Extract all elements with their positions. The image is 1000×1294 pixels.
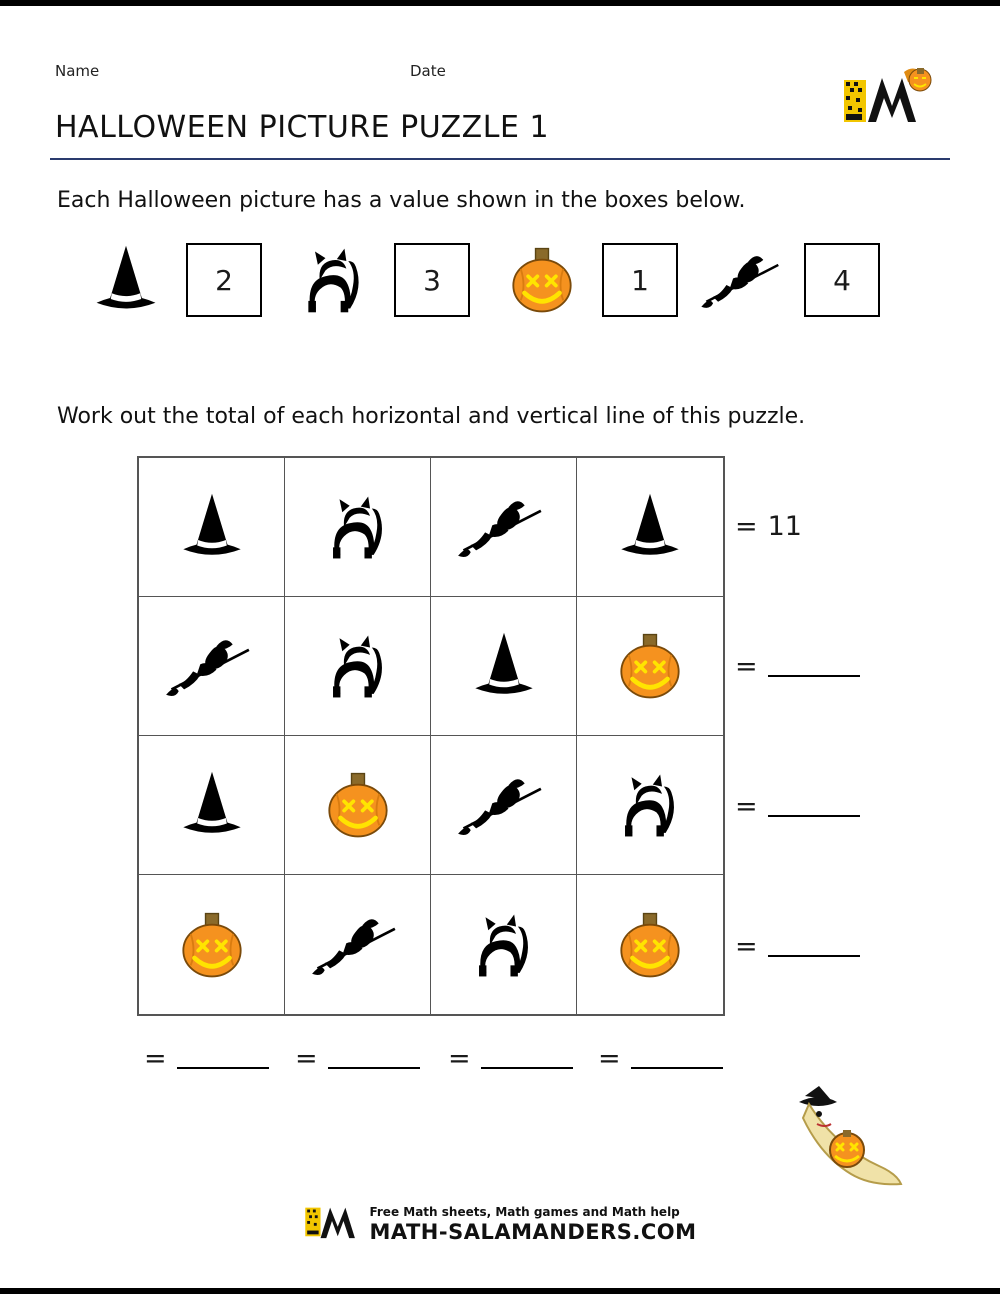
name-date-row: [55, 62, 915, 84]
equals-sign: =: [735, 930, 758, 962]
row-total-blank-3[interactable]: [768, 795, 860, 817]
footer-tagline: Free Math sheets, Math games and Math help: [369, 1204, 680, 1219]
title-divider: [50, 158, 950, 160]
column-total-blank-4[interactable]: [631, 1047, 723, 1069]
equals-sign: =: [735, 790, 758, 822]
grid-cell: [577, 458, 723, 597]
grid-cell: [285, 875, 431, 1014]
row-total-value-1[interactable]: 11: [767, 510, 802, 542]
row-total-3: [735, 786, 925, 826]
equals-sign: =: [448, 1042, 471, 1074]
math-salamanders-logo-icon: [842, 66, 938, 130]
key-item-pumpkin: [496, 234, 678, 326]
grid-cell: [431, 875, 577, 1014]
row-total-2: [735, 646, 925, 686]
footer: [0, 1200, 1000, 1246]
column-total-3: [448, 1038, 598, 1078]
row-total-blank-2[interactable]: [768, 655, 860, 677]
equals-sign: =: [144, 1042, 167, 1074]
witch-on-broom-icon: [698, 236, 790, 324]
equals-sign: =: [598, 1042, 621, 1074]
equals-sign: =: [735, 510, 758, 542]
key-value-box-witch: 4: [804, 243, 880, 317]
puzzle-grid: [137, 456, 725, 1016]
column-total-blank-2[interactable]: [328, 1047, 420, 1069]
equals-sign: =: [735, 650, 758, 682]
row-total-blank-4[interactable]: [768, 935, 860, 957]
grid-cell: [577, 736, 723, 875]
witch-hat-icon: [80, 236, 172, 324]
equals-sign: =: [295, 1042, 318, 1074]
key-value-box-pumpkin: 1: [602, 243, 678, 317]
grid-cell: [577, 875, 723, 1014]
grid-cell: [431, 597, 577, 736]
key-value-box-cat: 3: [394, 243, 470, 317]
key-value-box-hat: 2: [186, 243, 262, 317]
value-key-strip: [80, 234, 920, 326]
grid-cell: [139, 597, 285, 736]
grid-cell: [139, 875, 285, 1014]
grid-cell: [577, 597, 723, 736]
column-total-blank-1[interactable]: [177, 1047, 269, 1069]
grid-cell: [139, 736, 285, 875]
black-cat-icon: [288, 236, 380, 324]
column-total-4: [598, 1038, 748, 1078]
key-item-witch: [698, 234, 880, 326]
column-total-blank-3[interactable]: [481, 1047, 573, 1069]
grid-cell: [431, 458, 577, 597]
page-title: HALLOWEEN PICTURE PUZZLE 1: [55, 110, 550, 145]
grid-cell: [431, 736, 577, 875]
key-item-hat: [80, 234, 262, 326]
column-total-1: [144, 1038, 294, 1078]
grid-cell: [285, 736, 431, 875]
name-label: Name: [55, 62, 100, 80]
instruction-line-2: Work out the total of each horizontal and vertical line of this puzzle.: [57, 404, 806, 429]
footer-logo-icon: [303, 1200, 361, 1246]
pumpkin-icon: [496, 236, 588, 324]
instruction-line-1: Each Halloween picture has a value shown in the boxes below.: [57, 188, 746, 213]
column-total-2: [295, 1038, 445, 1078]
key-item-cat: [288, 234, 470, 326]
grid-cell: [139, 458, 285, 597]
grid-cell: [285, 597, 431, 736]
row-total-1: [735, 506, 925, 546]
date-label: Date: [410, 62, 446, 80]
grid-cell: [285, 458, 431, 597]
salamander-halloween-art-icon: [775, 1080, 905, 1190]
row-total-4: [735, 926, 925, 966]
footer-site-name[interactable]: MATH-SALAMANDERS.COM: [369, 1220, 697, 1245]
